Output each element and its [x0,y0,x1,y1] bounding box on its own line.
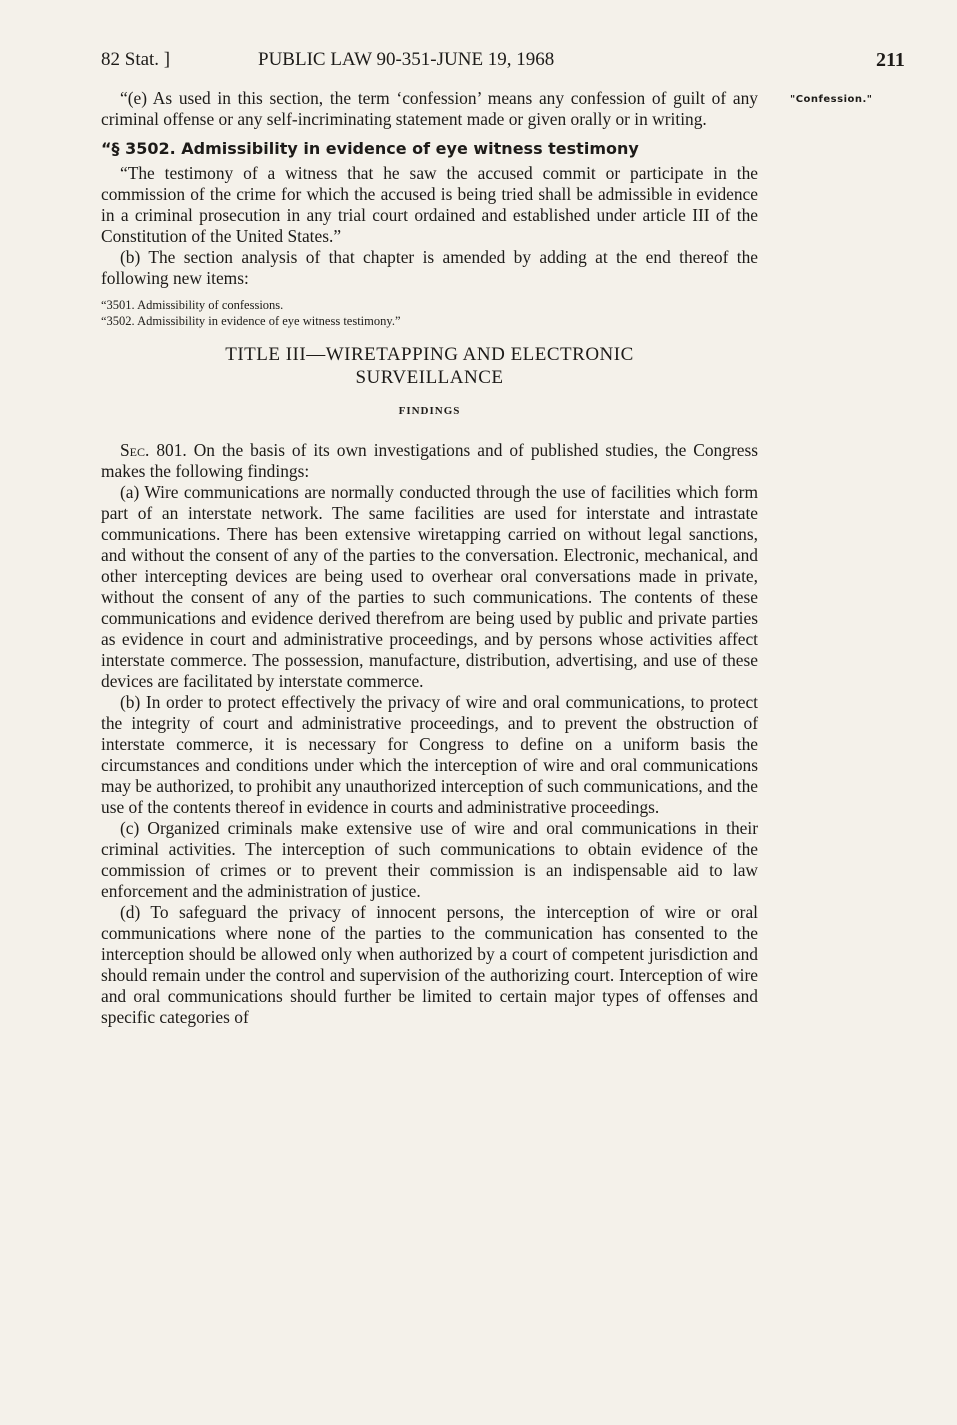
title-heading [101,343,758,389]
body-text [101,88,758,1028]
analysis-item-3501: “3501. Admissibility of confessions. [101,298,284,312]
title-line-2: SURVEILLANCE [355,367,504,388]
running-header: PUBLIC LAW 90-351-JUNE 19, 1968 [258,49,555,70]
finding-d: (d) To safeguard the privacy of innocent persons, the interception of wire or oral communications where none of the parties to the communication has consented to the interception should be allowed only when authorized by a court of competent jurisdiction and should remain under the control and supervision of the authorizing court. Interception of wire and oral communications should further be limited to certain major types of offenses and specific categories of [101,902,758,1027]
paragraph-b-amendment: (b) The section analysis of that chapter is amended by adding at the end thereof the following new items: [101,247,758,288]
section-label: Sec. 801. [120,440,187,460]
finding-b: (b) In order to protect effectively the privacy of wire and oral communications, to protect the integrity of court and administrative proceedings, and to prevent the obstruction of interstate commerce, it is necessary for Congress to define on a uniform basis the circumstances and conditions under which the interception of wire and oral communications may be authorized, to prohibit any unauthorized interception of such communications, and the use of the contents thereof in evidence in courts and administrative proceedings. [101,692,758,817]
findings-heading: FINDINGS [398,405,461,417]
section-801-text: On the basis of its own investigations and of published studies, the Congress makes the following findings: [101,440,758,481]
paragraph-3502: “The testimony of a witness that he saw the accused commit or participate in the commission of the crime for which the accused is being tried shall be admissible in evidence in a criminal prosecution in any trial court ordained and established under article III of the Constitution of the United States.” [101,163,758,246]
section-heading-3502: “§ 3502. Admissibility in evidence of eye witness testimony [101,139,639,158]
statute-volume: 82 Stat. ] [101,49,171,70]
title-line-1: TITLE III—WIRETAPPING AND ELECTRONIC [225,344,634,365]
page-number: 211 [876,49,905,71]
finding-c: (c) Organized criminals make extensive use of wire and oral communications in their criminal activities. The interception of such communications to obtain evidence of the commission of crimes or to prevent their commission is an indispensable aid to law enforcement and the administration of justice. [101,818,758,901]
finding-a: (a) Wire communications are normally conducted through the use of facilities which form part of an interstate network. The same facilities are used for interstate and intrastate communications. There has been extensive wiretapping carried on without legal sanctions, and without the consent of any of the parties to the conversation. Electronic, mechanical, and other intercepting devices are being used to overhear oral conversations made in private, without the consent of any of the parties to such communications. The contents of these communications and evidence derived therefrom are being used by public and private parties as evidence in court and administrative proceedings, and by persons whose activities affect interstate commerce. The possession, manufacture, distribution, advertising, and use of these devices are facilitated by interstate commerce. [101,482,758,691]
paragraph-sec-801 [101,440,758,482]
analysis-item-3502: “3502. Admissibility in evidence of eye witness testimony.” [101,314,401,328]
paragraph-e: “(e) As used in this section, the term ‘confession’ means any confession of guilt of any criminal offense or any self-incriminating statement made or given orally or in writing. [101,88,758,129]
section-analysis [101,297,758,329]
margin-note: "Confession." [790,94,873,105]
